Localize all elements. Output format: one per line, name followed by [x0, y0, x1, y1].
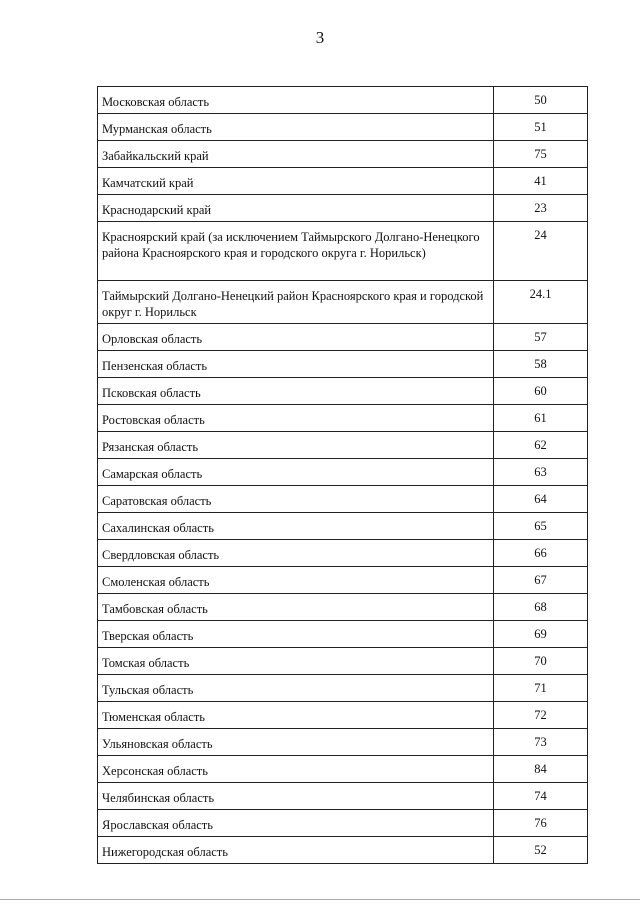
table-row	[98, 702, 588, 729]
region-code: 68	[494, 594, 588, 621]
table-row	[98, 675, 588, 702]
region-name: Тверская область	[98, 621, 494, 648]
region-code: 74	[494, 783, 588, 810]
region-name: Псковская область	[98, 378, 494, 405]
table-row	[98, 621, 588, 648]
table-row	[98, 195, 588, 222]
table-row	[98, 594, 588, 621]
table-row	[98, 810, 588, 837]
table-row	[98, 783, 588, 810]
region-name: Ульяновская область	[98, 729, 494, 756]
region-code: 23	[494, 195, 588, 222]
table-row	[98, 648, 588, 675]
region-code: 65	[494, 513, 588, 540]
table-row	[98, 432, 588, 459]
region-code: 24	[494, 222, 588, 281]
table-row	[98, 729, 588, 756]
region-name: Таймырский Долгано-Ненецкий район Красноярского края и городской округ г. Норильск	[98, 281, 494, 324]
region-name: Самарская область	[98, 459, 494, 486]
region-name: Саратовская область	[98, 486, 494, 513]
region-code: 64	[494, 486, 588, 513]
region-code: 41	[494, 168, 588, 195]
region-code: 52	[494, 837, 588, 864]
table-row	[98, 168, 588, 195]
table-row	[98, 405, 588, 432]
region-code: 73	[494, 729, 588, 756]
region-code: 63	[494, 459, 588, 486]
table-row	[98, 222, 588, 281]
region-name: Ярославская область	[98, 810, 494, 837]
region-name: Смоленская область	[98, 567, 494, 594]
region-name: Херсонская область	[98, 756, 494, 783]
table-row	[98, 114, 588, 141]
table-row	[98, 756, 588, 783]
table-row	[98, 351, 588, 378]
region-name: Тульская область	[98, 675, 494, 702]
table-row	[98, 281, 588, 324]
region-name: Орловская область	[98, 324, 494, 351]
region-name: Тамбовская область	[98, 594, 494, 621]
region-name: Красноярский край (за исключением Таймырского Долгано-Ненецкого района Красноярского края и городского округа г. Норильск)	[98, 222, 494, 281]
region-code: 24.1	[494, 281, 588, 324]
region-name: Камчатский край	[98, 168, 494, 195]
region-name: Челябинская область	[98, 783, 494, 810]
region-name: Свердловская область	[98, 540, 494, 567]
region-name: Нижегородская область	[98, 837, 494, 864]
region-code: 50	[494, 87, 588, 114]
region-code: 57	[494, 324, 588, 351]
region-code: 71	[494, 675, 588, 702]
region-name: Сахалинская область	[98, 513, 494, 540]
table-row	[98, 141, 588, 168]
table-row	[98, 567, 588, 594]
region-code: 72	[494, 702, 588, 729]
table-row	[98, 486, 588, 513]
region-code: 70	[494, 648, 588, 675]
region-code: 69	[494, 621, 588, 648]
region-code: 58	[494, 351, 588, 378]
table-row	[98, 459, 588, 486]
region-name: Московская область	[98, 87, 494, 114]
table-row	[98, 540, 588, 567]
table-row	[98, 513, 588, 540]
region-code-table	[97, 86, 588, 864]
page-number: 3	[315, 28, 325, 47]
region-name: Забайкальский край	[98, 141, 494, 168]
region-code: 51	[494, 114, 588, 141]
region-name: Томская область	[98, 648, 494, 675]
region-code: 67	[494, 567, 588, 594]
region-name: Пензенская область	[98, 351, 494, 378]
region-code: 62	[494, 432, 588, 459]
region-name: Рязанская область	[98, 432, 494, 459]
table-row	[98, 837, 588, 864]
region-name: Краснодарский край	[98, 195, 494, 222]
region-name: Ростовская область	[98, 405, 494, 432]
table-row	[98, 378, 588, 405]
region-code: 76	[494, 810, 588, 837]
table-row	[98, 324, 588, 351]
region-code: 84	[494, 756, 588, 783]
region-name: Мурманская область	[98, 114, 494, 141]
table-row	[98, 87, 588, 114]
region-code: 66	[494, 540, 588, 567]
region-name: Тюменская область	[98, 702, 494, 729]
region-code: 75	[494, 141, 588, 168]
region-code: 60	[494, 378, 588, 405]
bottom-scan-edge	[0, 899, 640, 900]
region-code: 61	[494, 405, 588, 432]
